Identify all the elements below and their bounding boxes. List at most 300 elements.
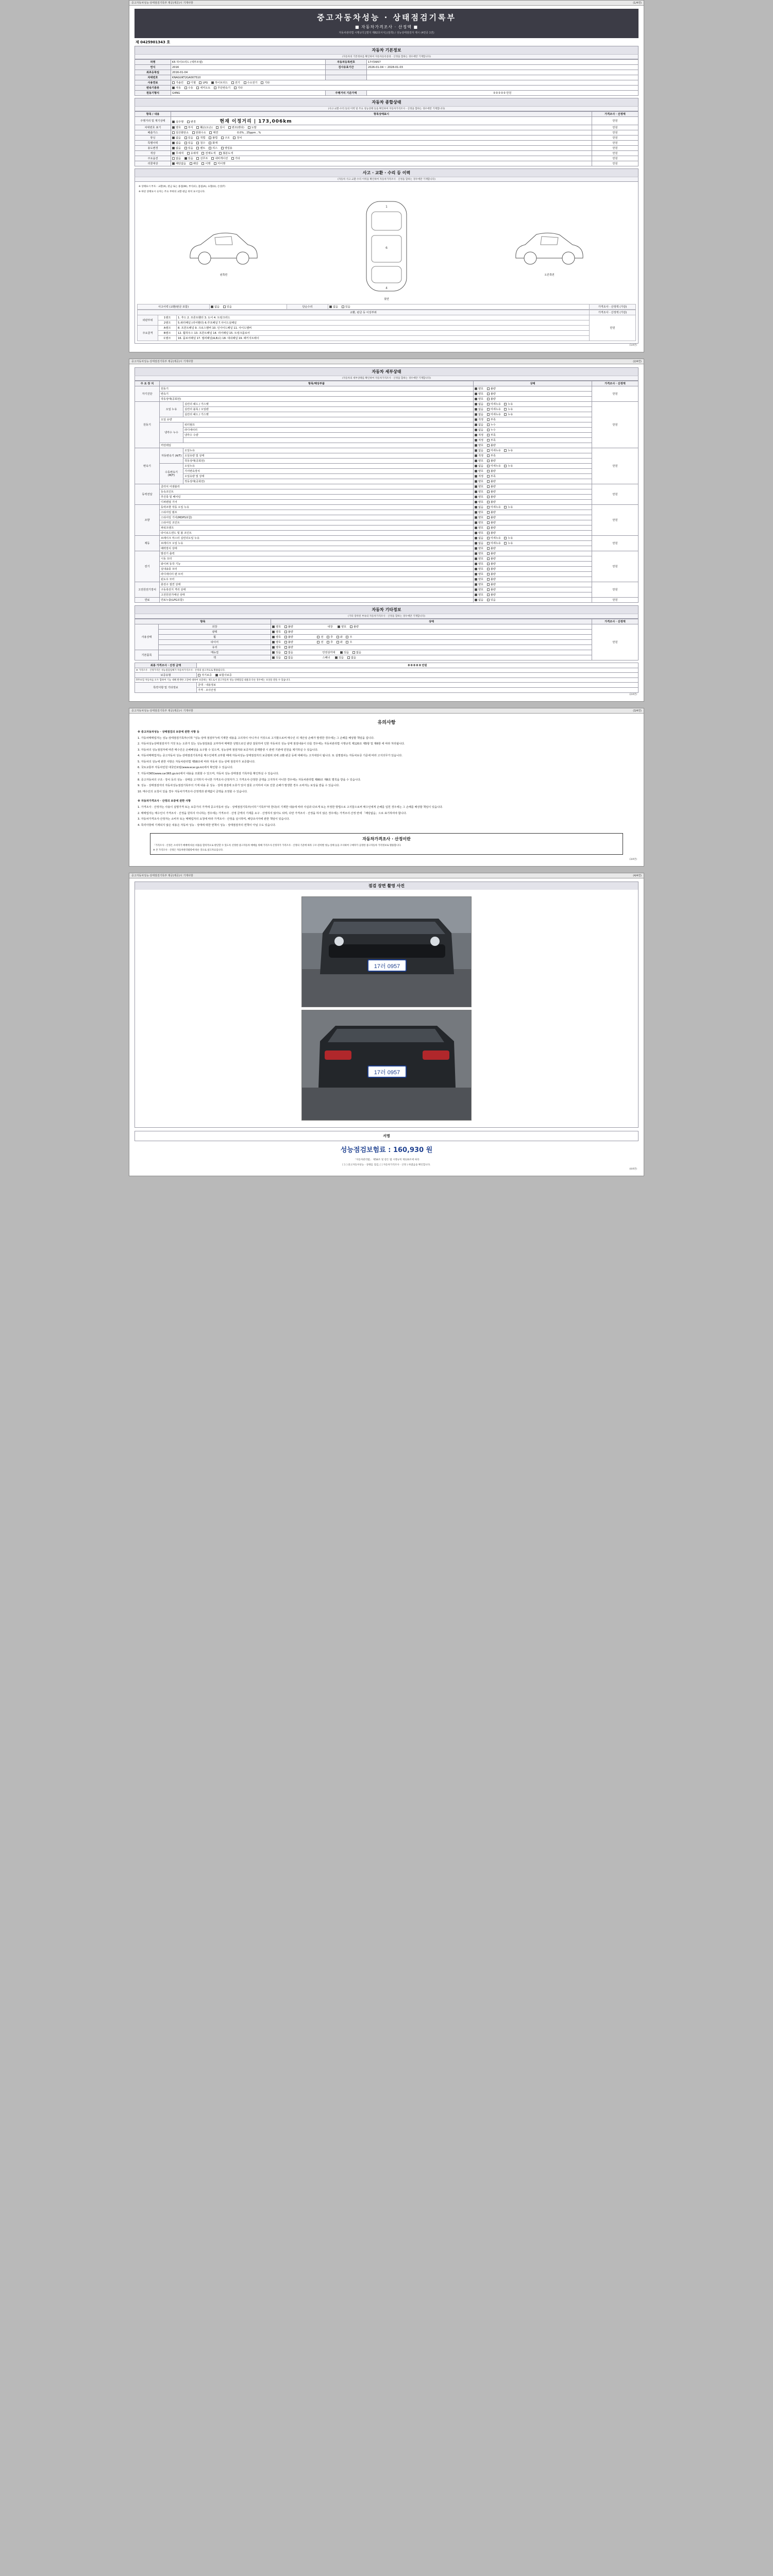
detail-option[interactable]: 미세누유: [487, 464, 501, 468]
detail-option[interactable]: 양호: [475, 444, 483, 447]
detail-item-opts[interactable]: [474, 592, 592, 598]
topbar-left-text-4: 중고자동차성능·상태점검기록부 제공(제공)시 기재사항: [131, 874, 193, 878]
detail-item-opts[interactable]: [474, 520, 592, 526]
detail-option[interactable]: 양호: [475, 480, 483, 483]
table-row: [135, 161, 638, 166]
detail-option[interactable]: 양호: [475, 469, 483, 473]
detail-option[interactable]: 없음: [475, 598, 483, 602]
detail-option[interactable]: 양호: [475, 495, 483, 499]
other-option[interactable]: 불량: [284, 646, 293, 649]
detail-col-3: 가격조사 · 산정액: [592, 381, 638, 386]
detail-item-opts[interactable]: [474, 443, 592, 448]
detail-option[interactable]: 미세누유: [487, 536, 501, 540]
other-option[interactable]: 좌: [337, 640, 343, 644]
detail-option[interactable]: 양호: [475, 557, 483, 561]
detail-item-opts[interactable]: [474, 469, 592, 474]
overall-option[interactable]: 내비게이션: [211, 157, 228, 160]
detail-item-opts[interactable]: [474, 402, 592, 407]
other-option[interactable]: 있음: [335, 656, 344, 659]
other-option[interactable]: 있음: [272, 656, 281, 659]
special-terms-label: 특약사항 및 기타정보: [135, 683, 197, 693]
detail-option[interactable]: 없음: [475, 413, 483, 416]
other-option[interactable]: 불량: [284, 630, 293, 634]
sheet-4: [129, 873, 644, 1176]
detail-item-opts[interactable]: [474, 412, 592, 417]
detail-option[interactable]: 양호: [475, 588, 483, 591]
overall-option[interactable]: 상이: [216, 126, 225, 129]
detail-item-opts[interactable]: [474, 531, 592, 536]
other-row-opts[interactable]: [271, 655, 592, 660]
detail-option[interactable]: 누수: [487, 428, 496, 432]
detail-option[interactable]: 불량: [487, 578, 496, 581]
detail-option[interactable]: 불량: [487, 397, 496, 401]
detail-option[interactable]: 미세누유: [487, 413, 501, 416]
detail-option[interactable]: 불량: [487, 583, 496, 586]
notice-head: ※ 중고자동차성능 · 상태점검의 보증에 관한 사항 등: [138, 731, 199, 734]
detail-item-opts[interactable]: [474, 479, 592, 484]
overall-option[interactable]: 리스: [209, 146, 217, 150]
fuel-option[interactable]: 수소전기: [244, 81, 258, 84]
table-row: [135, 489, 638, 495]
trans-option[interactable]: 수동: [184, 86, 193, 90]
other-option[interactable]: 불량: [284, 625, 293, 629]
detail-option[interactable]: 불량: [487, 521, 496, 524]
detail-item-opts[interactable]: [474, 428, 592, 433]
section-basic-note: (자동차의 기본정보를 확인하여 자동차등록증과 · 산정을 합하는 경우에만 기재합니다): [135, 54, 638, 59]
other-option[interactable]: 없음: [352, 651, 361, 654]
overall-option[interactable]: 전체도색: [201, 151, 215, 155]
total-table: [135, 663, 638, 693]
detail-item-opts[interactable]: [474, 386, 592, 392]
detail-option[interactable]: 양호: [475, 459, 483, 463]
detail-option[interactable]: 불량: [487, 469, 496, 473]
overall-option[interactable]: 불법: [209, 136, 217, 140]
detail-option[interactable]: 불량: [487, 526, 496, 530]
warranty-option[interactable]: 자기보증: [198, 673, 212, 677]
detail-item-opts[interactable]: [474, 459, 592, 464]
fuel-option[interactable]: 전기: [231, 81, 240, 84]
detail-option[interactable]: 부족: [487, 418, 496, 421]
table-row: [135, 635, 638, 640]
trans-options[interactable]: [171, 86, 638, 91]
trans-option[interactable]: 기타: [234, 86, 243, 90]
detail-option[interactable]: 불량: [487, 485, 496, 488]
other-option[interactable]: 전: [317, 640, 323, 644]
detail-item-opts[interactable]: [474, 417, 592, 422]
overall-row-price: 만원: [592, 146, 638, 151]
detail-item-name: 파워크랭크: [160, 526, 474, 531]
detail-option[interactable]: 없음: [475, 505, 483, 509]
table-row: [135, 546, 638, 551]
overall-option[interactable]: 화재: [209, 141, 217, 145]
detail-item-opts[interactable]: [474, 551, 592, 556]
detail-item-opts[interactable]: [474, 495, 592, 500]
overall-row-body[interactable]: [171, 141, 592, 146]
detail-option[interactable]: 누유: [504, 402, 513, 406]
detail-option[interactable]: 누유: [504, 505, 513, 509]
detail-option[interactable]: 누유: [504, 536, 513, 540]
detail-item-opts[interactable]: [474, 546, 592, 551]
detail-option[interactable]: 양호: [475, 547, 483, 550]
trans-option[interactable]: 자동: [172, 86, 181, 90]
detail-option[interactable]: 누유: [504, 413, 513, 416]
other-row-opts[interactable]: [271, 635, 592, 640]
detail-option[interactable]: 불량: [487, 588, 496, 591]
detail-option[interactable]: 양호: [475, 490, 483, 494]
detail-option[interactable]: 불량: [487, 567, 496, 571]
simple-repair-label: 단순수리: [287, 304, 328, 310]
detail-option[interactable]: 양호: [475, 397, 483, 401]
total-label: 최종 가격조사 · 산정 금액: [135, 663, 197, 668]
overall-option[interactable]: 탄화수소: [192, 131, 206, 134]
overall-option[interactable]: 무채색: [172, 151, 183, 155]
detail-option[interactable]: 양호: [475, 500, 483, 504]
detail-item-opts[interactable]: [474, 572, 592, 577]
overall-option[interactable]: 部분도색: [219, 151, 233, 155]
accident-option[interactable]: 없음: [211, 305, 220, 309]
overall-col-0: 항목 / 내용: [135, 112, 171, 117]
detail-item-opts[interactable]: [474, 505, 592, 510]
detail-option[interactable]: 양호: [475, 387, 483, 391]
other-option[interactable]: 후: [327, 640, 333, 644]
detail-option[interactable]: 미세누유: [487, 505, 501, 509]
detail-option[interactable]: 부족: [487, 438, 496, 442]
detail-option[interactable]: 미세누유: [487, 402, 501, 406]
detail-item-opts[interactable]: [474, 567, 592, 572]
page-mark-2: (2/4면): [629, 693, 637, 696]
parts-items: 8. 프론트패널 9. 크로스멤버 10. 인사이드패널 11. 사이드멤버: [177, 326, 590, 331]
other-option[interactable]: 양호: [338, 625, 346, 629]
detail-option[interactable]: 부족: [487, 454, 496, 457]
other-option[interactable]: 전: [317, 635, 323, 639]
detail-option[interactable]: 양호: [475, 392, 483, 396]
overall-row-body[interactable]: [171, 117, 592, 125]
topbar-right-text-2: (2/4면): [633, 360, 642, 363]
other-option[interactable]: 있음: [272, 651, 281, 654]
tire-pos[interactable]: [317, 641, 355, 644]
detail-item-opts[interactable]: [474, 448, 592, 453]
detail-item-opts[interactable]: [474, 397, 592, 402]
detail-option[interactable]: 불량: [487, 531, 496, 535]
detail-option[interactable]: 누유: [504, 464, 513, 468]
detail-option[interactable]: 누유: [504, 541, 513, 545]
warranty-option[interactable]: 보험사보증: [215, 673, 232, 677]
detail-option[interactable]: 양호: [475, 552, 483, 555]
detail-item-opts[interactable]: [474, 598, 592, 603]
overall-option[interactable]: 변조(변타): [228, 126, 244, 129]
overall-option[interactable]: 유채색: [187, 151, 198, 155]
trans-option[interactable]: 무단변속기: [214, 86, 230, 90]
plate-front-text: 17러 0957: [374, 963, 400, 970]
detail-option[interactable]: 미세누유: [487, 541, 501, 545]
wheel-pos[interactable]: [317, 636, 355, 639]
detail-option[interactable]: 적정: [475, 454, 483, 457]
detail-option[interactable]: 양호: [475, 511, 483, 514]
detail-option[interactable]: 불량: [487, 495, 496, 499]
overall-option[interactable]: 영업용: [221, 146, 232, 150]
overall-option[interactable]: 해당: [190, 162, 198, 165]
overall-row-label: 차대번호 표기: [135, 125, 171, 130]
other-row-opts[interactable]: [271, 630, 592, 635]
detail-option[interactable]: 불량: [487, 392, 496, 396]
detail-option[interactable]: 불량: [487, 500, 496, 504]
detail-option[interactable]: 불량: [487, 511, 496, 514]
other-row-opts[interactable]: [271, 624, 592, 630]
detail-item-opts[interactable]: [474, 484, 592, 489]
other-option[interactable]: 있음: [340, 651, 349, 654]
other-option[interactable]: 우: [346, 635, 352, 639]
detail-option[interactable]: 불량: [487, 444, 496, 447]
detail-option[interactable]: 적정: [475, 474, 483, 478]
table-row: [138, 320, 636, 326]
other-row-opts[interactable]: [271, 650, 592, 655]
other-row-opts[interactable]: [271, 640, 592, 645]
detail-item-opts[interactable]: [474, 562, 592, 567]
insurance-price-label: 성능점검보험료 :: [340, 1146, 391, 1155]
table-row: [135, 592, 638, 598]
overall-option[interactable]: 부식: [184, 126, 193, 129]
overall-option[interactable]: 양호: [172, 126, 181, 129]
repair-option[interactable]: 있음: [342, 305, 350, 309]
overall-option[interactable]: 있음: [184, 157, 193, 160]
detail-item-opts[interactable]: [474, 587, 592, 592]
topbar-1: [129, 1, 644, 6]
overall-row-label: 주행거리 및 계기상태: [135, 117, 171, 125]
detail-option[interactable]: 불량: [487, 593, 496, 597]
detail-option[interactable]: 누유: [504, 449, 513, 452]
overall-option[interactable]: 해당없음: [172, 162, 186, 165]
overall-option[interactable]: 미이행: [214, 162, 225, 165]
detail-option[interactable]: 불량: [487, 480, 496, 483]
table-row: [135, 443, 638, 448]
document-title-band: [135, 9, 638, 38]
table-row: [135, 117, 638, 125]
table-row: [135, 500, 638, 505]
overall-row-body[interactable]: [171, 125, 592, 130]
overall-option[interactable]: 있음: [184, 146, 193, 150]
detail-item-name: 스티어링 펌프: [160, 510, 474, 515]
detail-item-opts[interactable]: [474, 464, 592, 469]
other-price-value: 만원: [592, 624, 638, 660]
other-option[interactable]: 양호: [272, 646, 281, 649]
overall-option[interactable]: 장치: [233, 136, 242, 140]
simple-repair-opts[interactable]: [328, 304, 590, 310]
detail-option[interactable]: 적정: [475, 418, 483, 421]
detail-item-opts[interactable]: [474, 541, 592, 546]
parts-items: 5.쿼터패널 (리어휀더) 6.루프패널 7.사이드실패널: [177, 320, 590, 326]
fuel-option[interactable]: 하이브리드: [211, 81, 228, 84]
detail-item-opts[interactable]: [474, 500, 592, 505]
detail-item-opts[interactable]: [474, 474, 592, 479]
detail-item-opts[interactable]: [474, 438, 592, 443]
overall-option[interactable]: 실주행: [172, 120, 183, 124]
detail-option[interactable]: 불량: [487, 490, 496, 494]
detail-option[interactable]: 양호: [475, 531, 483, 535]
table-row: [135, 156, 638, 161]
fuel-option[interactable]: 가솔린: [172, 81, 183, 84]
detail-option[interactable]: 없음: [475, 402, 483, 406]
detail-option[interactable]: 양호: [475, 485, 483, 488]
other-option[interactable]: 양호: [272, 625, 281, 629]
overall-option[interactable]: 도말: [248, 126, 257, 129]
other-option[interactable]: 좌: [337, 635, 343, 639]
trans-option[interactable]: 세미오토: [196, 86, 210, 90]
overall-option[interactable]: 있음: [184, 141, 193, 145]
detail-option[interactable]: 누유: [504, 408, 513, 411]
detail-item-opts[interactable]: [474, 556, 592, 562]
overall-row-body[interactable]: [171, 135, 592, 141]
fuel-options[interactable]: [171, 80, 638, 86]
detail-option[interactable]: 불량: [487, 562, 496, 566]
detail-option[interactable]: 없음: [475, 449, 483, 452]
pledge-note: ※ 본 가격조사 · 산정은 자동차관리법령에 따른 것으로 참고자료입니다.: [153, 849, 224, 852]
section-overall-title: 자동차 종합상태: [135, 98, 638, 106]
detail-item-opts[interactable]: [474, 422, 592, 428]
repair-option[interactable]: 없음: [329, 305, 338, 309]
detail-option[interactable]: 양호: [475, 516, 483, 519]
overall-option[interactable]: 일산화탄소: [172, 131, 189, 134]
detail-option[interactable]: 불량: [487, 552, 496, 555]
detail-item-opts[interactable]: [474, 453, 592, 459]
other-option[interactable]: 없음: [284, 656, 293, 659]
detail-option[interactable]: 불량: [487, 547, 496, 550]
overall-option[interactable]: 없음: [172, 157, 181, 160]
other-option[interactable]: 양호: [272, 635, 281, 639]
other-option[interactable]: 불량: [350, 625, 359, 629]
detail-option[interactable]: 불량: [487, 557, 496, 561]
overall-option[interactable]: 없음: [172, 136, 181, 140]
detail-item-opts[interactable]: [474, 392, 592, 397]
overall-option[interactable]: 이행: [201, 162, 210, 165]
detail-item-name: 라디에이터 팬 모터: [160, 572, 474, 577]
fuel-option[interactable]: LPG: [199, 81, 208, 84]
detail-option[interactable]: 적정: [475, 438, 483, 442]
detail-item-opts[interactable]: [474, 489, 592, 495]
other-option[interactable]: 양호: [272, 630, 281, 634]
detail-option[interactable]: 불량: [487, 459, 496, 463]
other-row-opts[interactable]: [271, 645, 592, 650]
other-option[interactable]: 후: [327, 635, 333, 639]
detail-option[interactable]: 없음: [475, 536, 483, 540]
other-option[interactable]: 없음: [284, 651, 293, 654]
accident-status-opts[interactable]: [210, 304, 287, 310]
page-subtitle: ■ 자동차가격조사 · 산정액 ■: [355, 25, 418, 29]
detail-option[interactable]: 양호: [475, 578, 483, 581]
detail-item-opts[interactable]: [474, 515, 592, 520]
notice-sub-item: 2. 매매업자는 매수인이 가격조사 · 산정을 원하지 아니하는 경우에는 가격조사 · 산정 금액의 기재를 요구 · 산정하지 않아도 되며, 다만 가격조사 · 산정을 하지 않은 경우에는 가격조사·산정 란에 「해당없음」으로 표기하여야 합니다.: [138, 811, 407, 815]
overall-row-body[interactable]: [171, 161, 592, 166]
table-row: [135, 151, 638, 156]
detail-option[interactable]: 불량: [487, 387, 496, 391]
detail-option[interactable]: 부족: [487, 433, 496, 437]
basic-value: K5 하이브리드 (세부모델): [171, 60, 326, 65]
detail-option[interactable]: 양호: [475, 562, 483, 566]
other-option[interactable]: 양호: [272, 640, 281, 644]
overall-option[interactable]: 기타: [231, 157, 240, 160]
detail-item-opts[interactable]: [474, 407, 592, 412]
parts-table: [137, 310, 636, 341]
detail-item-opts[interactable]: [474, 433, 592, 438]
overall-option[interactable]: 선루프: [196, 157, 208, 160]
overall-option[interactable]: 변경: [187, 120, 196, 124]
section-detail-title: 자동차 세부상태: [135, 367, 638, 376]
detail-option[interactable]: 양호: [475, 572, 483, 576]
detail-option[interactable]: 부족: [487, 474, 496, 478]
detail-item-name: 워터펌프: [183, 422, 474, 428]
basic-label: 최초등록일: [135, 70, 171, 75]
detail-option[interactable]: 양호: [475, 593, 483, 597]
overall-row-body[interactable]: [171, 130, 592, 135]
overall-option[interactable]: 렌트: [196, 146, 205, 150]
detail-option[interactable]: 미세누유: [487, 449, 501, 452]
accident-price-label: 가격조사 · 산정액 (가감): [590, 304, 636, 310]
photo-front: [301, 896, 472, 1007]
fuel-option[interactable]: 디젤: [187, 81, 196, 84]
overall-option[interactable]: 적법: [196, 136, 205, 140]
detail-item-opts[interactable]: [474, 536, 592, 541]
detail-item-name: 커먼레일: [160, 443, 474, 448]
overall-row-body[interactable]: [171, 151, 592, 156]
other-option[interactable]: 불량: [284, 640, 293, 644]
detail-item-opts[interactable]: [474, 526, 592, 531]
detail-option[interactable]: 양호: [475, 583, 483, 586]
detail-option[interactable]: 없음: [475, 428, 483, 432]
detail-option[interactable]: 없음: [475, 464, 483, 468]
overall-row-body[interactable]: [171, 146, 592, 151]
detail-option[interactable]: 불량: [487, 516, 496, 519]
overall-option[interactable]: 구조: [221, 136, 230, 140]
detail-option[interactable]: 누수: [487, 423, 496, 427]
detail-item-name: 등속조인트: [160, 489, 474, 495]
detail-item-name: 실린더 블록 / 오일팬: [183, 407, 474, 412]
detail-item-opts[interactable]: [474, 510, 592, 515]
warranty-type-opts[interactable]: [197, 673, 638, 678]
other-option[interactable]: 없음: [347, 656, 356, 659]
fuel-option[interactable]: 기타: [261, 81, 270, 84]
detail-option[interactable]: 없음: [475, 423, 483, 427]
section-other-title: 자동차 기타정보: [135, 605, 638, 614]
table-row: [135, 536, 638, 541]
detail-option[interactable]: 양호: [475, 567, 483, 571]
detail-col-0: 주 요 장 치: [135, 381, 160, 386]
other-option[interactable]: 불량: [284, 635, 293, 639]
overall-option[interactable]: 매연: [209, 131, 218, 134]
detail-item-opts[interactable]: [474, 582, 592, 587]
overall-option[interactable]: 있음: [184, 136, 193, 140]
detail-option[interactable]: 없음: [475, 541, 483, 545]
accident-option[interactable]: 있음: [223, 305, 232, 309]
parts-items: 1. 후드 2. 프론트휀더 3. 도어 4. 트렁크리드: [177, 315, 590, 320]
detail-item-name: 구동축전지 격리 상태: [160, 587, 474, 592]
detail-option[interactable]: 양호: [475, 526, 483, 530]
detail-option[interactable]: 적정: [475, 433, 483, 437]
overall-option[interactable]: 훼손(오손): [196, 126, 212, 129]
overall-option[interactable]: 없음: [172, 146, 181, 150]
table-row: [135, 464, 638, 469]
detail-option[interactable]: 불량: [487, 572, 496, 576]
detail-option[interactable]: 없음: [475, 408, 483, 411]
table-row: [135, 402, 638, 407]
detail-option[interactable]: 있음: [487, 598, 496, 602]
detail-option[interactable]: 양호: [475, 521, 483, 524]
sheet-3: [129, 708, 644, 867]
other-option[interactable]: 우: [346, 640, 352, 644]
overall-option[interactable]: 없음: [172, 141, 181, 145]
detail-item-opts[interactable]: [474, 577, 592, 582]
overall-option[interactable]: 침수: [196, 141, 205, 145]
detail-option[interactable]: 미세누유: [487, 408, 501, 411]
overall-row-body[interactable]: [171, 156, 592, 161]
